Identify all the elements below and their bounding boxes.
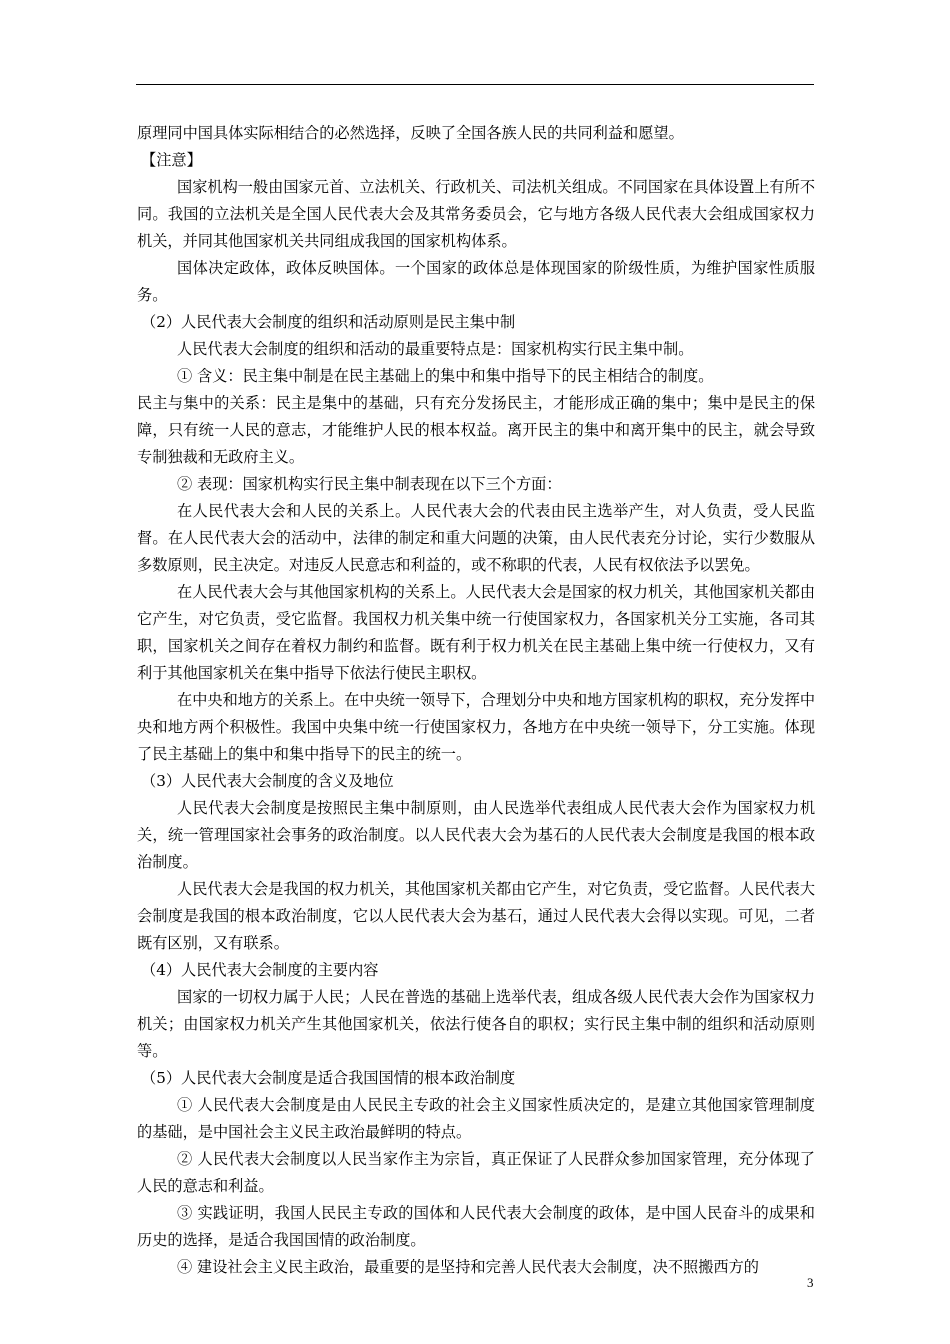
paragraph: 在人民代表大会与其他国家机构的关系上。人民代表大会是国家的权力机关，其他国家机关都由它产生，对它负责，受它监督。我国权力机关集中统一行使国家权力，各国家机关分工实施，各司其职，国家机关之间存在着权力制约和监督。既有利于权力机关在民主基础上集中统一行使权力，又有利于其他国家机关在集中指导下依法行使民主职权。 [137,583,815,682]
paragraph: 国家的一切权力属于人民；人民在普选的基础上选举代表，组成各级人民代表大会作为国家权力机关；由国家权力机关产生其他国家机关，依法行使各自的职权；实行民主集中制的组织和活动原则等。 [137,988,815,1060]
paragraph: ① 含义：民主集中制是在民主基础上的集中和集中指导下的民主相结合的制度。 [177,367,714,385]
document-body [137,120,815,1281]
section-heading: （3）人民代表大会制度的含义及地位 [141,772,394,790]
paragraph: 人民代表大会制度是按照民主集中制原则，由人民选举代表组成人民代表大会作为国家权力机关，统一管理国家社会事务的政治制度。以人民代表大会为基石的人民代表大会制度是我国的根本政治制度。 [137,799,815,871]
paragraph: 民主与集中的关系：民主是集中的基础，只有充分发扬民主，才能形成正确的集中；集中是民主的保障，只有统一人民的意志，才能维护人民的根本权益。离开民主的集中和离开集中的民主，就会导致专制独裁和无政府主义。 [137,394,815,466]
page-number: 3 [807,1275,814,1290]
paragraph: 原理同中国具体实际相结合的必然选择，反映了全国各族人民的共同利益和愿望。 [137,124,684,142]
paragraph: ③ 实践证明，我国人民民主专政的国体和人民代表大会制度的政体，是中国人民奋斗的成果和历史的选择，是适合我国国情的政治制度。 [137,1204,815,1249]
section-heading: （4）人民代表大会制度的主要内容 [141,961,379,979]
paragraph: ② 人民代表大会制度以人民当家作主为宗旨，真正保证了人民群众参加国家管理，充分体现了人民的意志和利益。 [137,1150,815,1195]
section-heading: 【注意】 [141,151,202,169]
section-heading: （5）人民代表大会制度是适合我国国情的根本政治制度 [141,1069,516,1087]
paragraph: ② 表现：国家机构实行民主集中制表现在以下三个方面： [177,475,562,493]
header-rule [136,84,814,85]
paragraph: 国家机构一般由国家元首、立法机关、行政机关、司法机关组成。不同国家在具体设置上有所不同。我国的立法机关是全国人民代表大会及其常务委员会，它与地方各级人民代表大会组成国家权力机关，并同其他国家机关共同组成我国的国家机构体系。 [137,178,815,250]
paragraph: 人民代表大会是我国的权力机关，其他国家机关都由它产生，对它负责，受它监督。人民代表大会制度是我国的根本政治制度，它以人民代表大会为基石，通过人民代表大会得以实现。可见，二者既有区别，又有联系。 [137,880,815,952]
paragraph: 国体决定政体，政体反映国体。一个国家的政体总是体现国家的阶级性质，为维护国家性质服务。 [137,259,815,304]
paragraph: ④ 建设社会主义民主政治，最重要的是坚持和完善人民代表大会制度，决不照搬西方的 [177,1258,759,1276]
paragraph: 人民代表大会制度的组织和活动的最重要特点是：国家机构实行民主集中制。 [177,340,694,358]
paragraph: 在人民代表大会和人民的关系上。人民代表大会的代表由民主选举产生，对人负责，受人民监督。在人民代表大会的活动中，法律的制定和重大问题的决策，由人民代表充分讨论，实行少数服从多数原则，民主决定。对违反人民意志和利益的，或不称职的代表，人民有权依法予以罢免。 [137,502,815,574]
paragraph: ① 人民代表大会制度是由人民民主专政的社会主义国家性质决定的，是建立其他国家管理制度的基础，是中国社会主义民主政治最鲜明的特点。 [137,1096,815,1141]
section-heading: （2）人民代表大会制度的组织和活动原则是民主集中制 [141,313,516,331]
paragraph: 在中央和地方的关系上。在中央统一领导下，合理划分中央和地方国家机构的职权，充分发挥中央和地方两个积极性。我国中央集中统一行使国家权力，各地方在中央统一领导下，分工实施。体现了民主基础上的集中和集中指导下的民主的统一。 [137,691,815,763]
